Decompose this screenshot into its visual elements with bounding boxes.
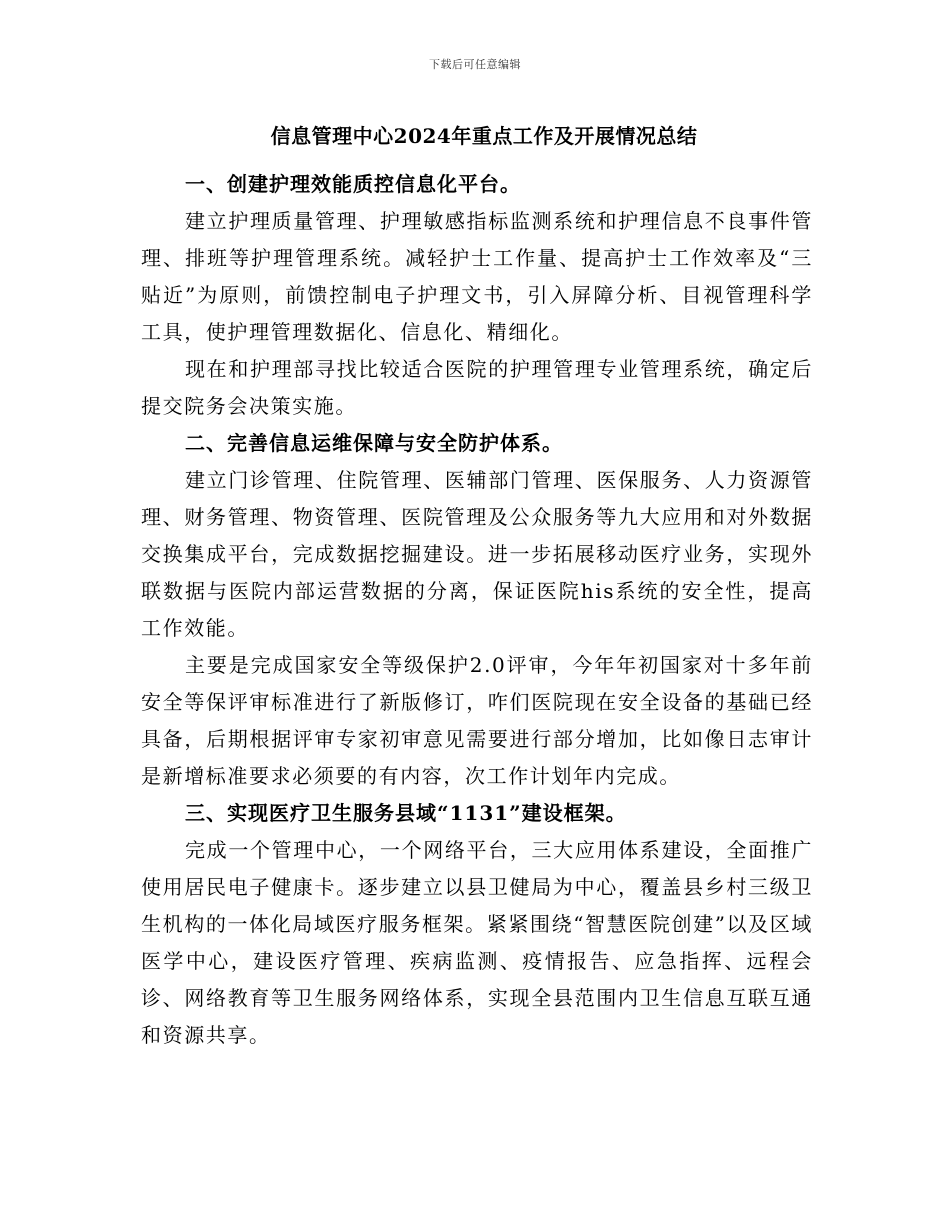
paragraph: 主要是完成国家安全等级保护2.0评审，今年年初国家对十多年前安全等保评审标准进行了新版修订，咋们医院现在安全设备的基础已经具备，后期根据评审专家初审意见需要进行部分增加，比如像日志审计是新增标准要求必须要的有内容，次工作计划年内完成。	[141, 653, 813, 788]
document-body	[141, 120, 813, 1054]
paragraph: 完成一个管理中心，一个网络平台，三大应用体系建设，全面推广使用居民电子健康卡。逐步建立以县卫健局为中心，覆盖县乡村三级卫生机构的一体化局域医疗服务框架。紧紧围绕“智慧医院创建”以及区域医学中心，建设医疗管理、疾病监测、疫情报告、应急指挥、远程会诊、网络教育等卫生服务网络体系，实现全县范围内卫生信息互联互通和资源共享。	[141, 838, 813, 1047]
section-1	[141, 166, 813, 425]
paragraph: 现在和护理部寻找比较适合医院的护理管理专业管理系统，确定后提交院务会决策实施。	[141, 357, 813, 418]
paragraph: 建立门诊管理、住院管理、医辅部门管理、医保服务、人力资源管理、财务管理、物资管理、医院管理及公众服务等九大应用和对外数据交换集成平台，完成数据挖掘建设。进一步拓展移动医疗业务，实现外联数据与医院内部运营数据的分离，保证医院his系统的安全性，提高工作效能。	[141, 468, 813, 640]
section-heading: 二、完善信息运维保障与安全防护体系。	[185, 431, 563, 455]
header-note: 下载后可任意编辑	[429, 58, 521, 71]
section-3	[141, 795, 813, 1054]
section-heading: 三、实现医疗卫生服务县域“1131”建设框架。	[185, 801, 627, 825]
section-heading: 一、创建护理效能质控信息化平台。	[185, 172, 521, 196]
paragraph: 建立护理质量管理、护理敏感指标监测系统和护理信息不良事件管理、排班等护理管理系统。减轻护士工作量、提高护士工作效率及“三贴近”为原则，前馈控制电子护理文书，引入屏障分析、目视管理科学工具，使护理管理数据化、信息化、精细化。	[141, 209, 813, 344]
section-2	[141, 425, 813, 795]
document-title: 信息管理中心2024年重点工作及开展情况总结	[270, 124, 698, 148]
